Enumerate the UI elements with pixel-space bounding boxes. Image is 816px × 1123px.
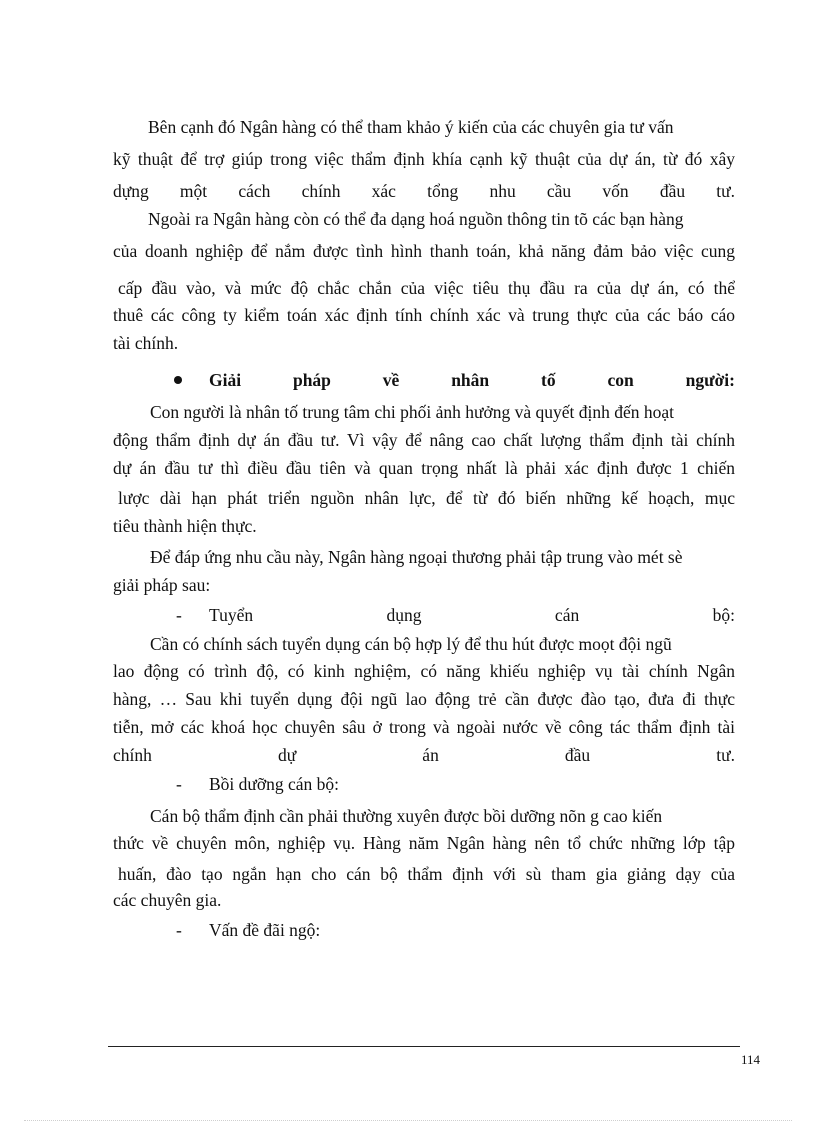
list-dash-3: -	[176, 920, 182, 940]
paragraph-6-line-3: huấn, đào tạo ngắn hạn cho cán bộ thẩm định với sù tham gia giảng dạy của	[118, 864, 735, 884]
paragraph-5-line-4: tiễn, mở các khoá học chuyên sâu ở trong và ngoài nước về công tác thẩm định tài	[113, 717, 735, 737]
list-dash-1: -	[176, 605, 182, 625]
paragraph-1-line-1: Bên cạnh đó Ngân hàng có thể tham khảo ý kiến của các chuyên gia tư vấn	[148, 117, 674, 137]
paragraph-2-line-4: thuê các công ty kiểm toán xác định tính chính xác và trung thực của các báo cáo	[113, 305, 735, 325]
paragraph-6-line-1: Cán bộ thẩm định cần phải thường xuyên được bồi dưỡng nõn g cao kiến	[150, 806, 663, 826]
page-edge-divider	[24, 1120, 792, 1121]
paragraph-6-line-4: các chuyên gia.	[113, 890, 222, 910]
paragraph-5-line-5: chính dự án đầu tư.	[113, 745, 735, 765]
paragraph-1-line-2: kỹ thuật để trợ giúp trong việc thẩm định khía cạnh kỹ thuật của dự án, từ đó xây	[113, 149, 735, 169]
paragraph-5-line-2: lao động có trình độ, có kinh nghiệm, có năng khiếu nghiệp vụ tài chính Ngân	[113, 661, 735, 681]
paragraph-3-line-1: Con người là nhân tố trung tâm chi phối ảnh hưởng và quyết định đến hoạt	[150, 402, 674, 422]
footer-rule	[108, 1046, 740, 1047]
bullet-icon	[174, 376, 182, 384]
page-number: 114	[740, 1052, 760, 1067]
paragraph-5-line-1: Cần có chính sách tuyển dụng cán bộ hợp lý để thu hút được moọt đội ngũ	[150, 634, 672, 654]
paragraph-4-line-1: Để đáp ứng nhu cầu này, Ngân hàng ngoại thương phải tập trung vào mét sè	[150, 547, 683, 567]
paragraph-3-line-2: động thẩm định dự án đầu tư. Vì vậy để nâng cao chất lượng thẩm định tài chính	[113, 430, 735, 450]
paragraph-2-line-3: cấp đầu vào, và mức độ chắc chắn của việc tiêu thụ đầu ra của dự án, có thể	[118, 278, 735, 298]
list-item-compensation: Vấn đề đãi ngộ:	[209, 920, 321, 940]
paragraph-6-line-2: thức về chuyên môn, nghiệp vụ. Hàng năm Ngân hàng nên tổ chức những lớp tập	[113, 833, 735, 853]
list-item-recruitment: Tuyển dụng cán bộ:	[209, 605, 735, 625]
list-dash-2: -	[176, 774, 182, 794]
paragraph-5-line-3: hàng, … Sau khi tuyển dụng đội ngũ lao động trẻ cần được đào tạo, đưa đi thực	[113, 689, 735, 709]
paragraph-1-line-3: dựng một cách chính xác tổng nhu cầu vốn đầu tư.	[113, 181, 735, 201]
paragraph-3-line-3: dự án đầu tư thì điều đầu tiên và quan trọng nhất là phải xác định được 1 chiến	[113, 458, 735, 478]
paragraph-2-line-1: Ngoài ra Ngân hàng còn có thể đa dạng hoá nguồn thông tin tõ các bạn hàng	[148, 209, 684, 229]
section-heading: Giải pháp về nhân tố con người:	[209, 370, 735, 390]
paragraph-2-line-5: tài chính.	[113, 333, 179, 353]
paragraph-3-line-5: tiêu thành hiện thực.	[113, 516, 257, 536]
paragraph-2-line-2: của doanh nghiệp để nắm được tình hình thanh toán, khả năng đảm bảo việc cung	[113, 241, 735, 261]
list-item-training: Bồi dưỡng cán bộ:	[209, 774, 340, 794]
paragraph-4-line-2: giải pháp sau:	[113, 575, 211, 595]
paragraph-3-line-4: lược dài hạn phát triển nguồn nhân lực, để từ đó biến những kế hoạch, mục	[118, 488, 735, 508]
